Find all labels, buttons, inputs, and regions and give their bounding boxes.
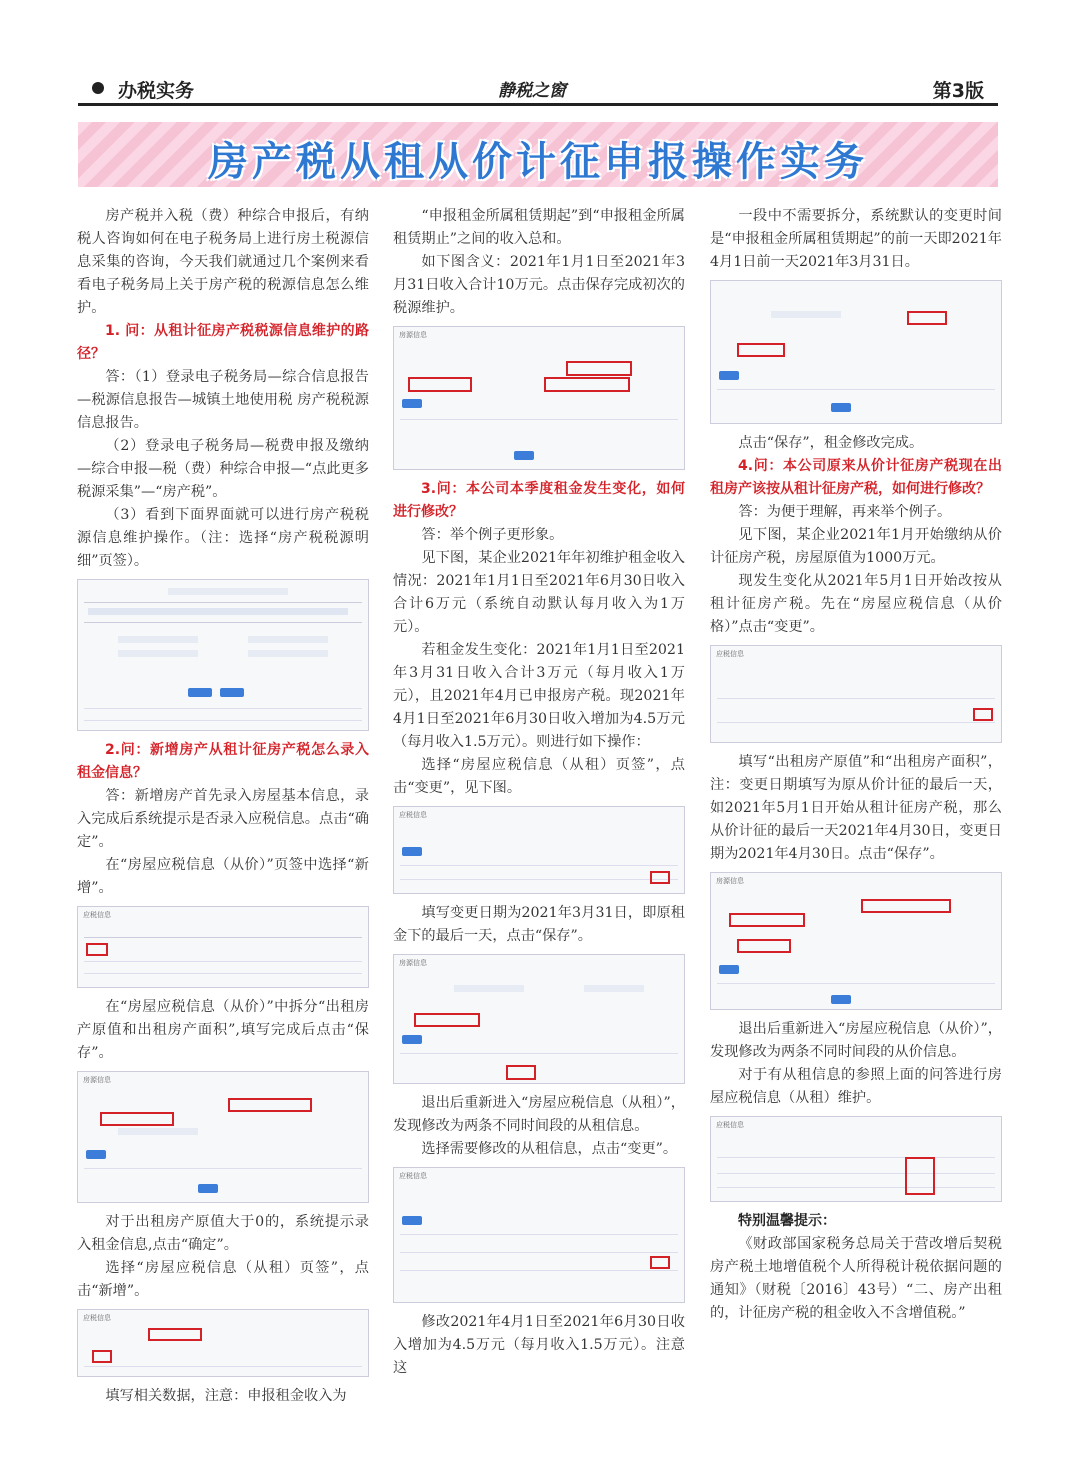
paragraph: 答：（1）登录电子税务局—综合信息报告—税源信息报告—城镇土地使用税 房产税税源信息报告。 xyxy=(77,369,369,431)
screenshot-value-change: 应税信息 xyxy=(710,645,1002,743)
paragraph: 修改2021年4月1日至2021年6月30日收入增加为4.5万元（每月收入1.5万元）。注意这 xyxy=(393,1314,685,1376)
question-heading: 2.问：新增房产从租计征房产税怎么录入租金信息？ xyxy=(77,742,369,781)
screenshot-source-form xyxy=(77,579,369,731)
page-number: 第3版 xyxy=(932,80,984,102)
paragraph: 退出后重新进入“房屋应税信息（从价）”，发现修改为两条不同时间段的从价信息。 xyxy=(710,1021,1002,1060)
paragraph: 《财政部国家税务总局关于营改增后契税房产税土地增值税个人所得税计税依据问题的通知》（财税〔2016〕43号）“二、房产出租的，计征房产税的租金收入不含增值税。” xyxy=(710,1236,1002,1321)
paragraph: 对于有从租信息的参照上面的问答进行房屋应税信息（从租）维护。 xyxy=(710,1067,1002,1106)
title-banner xyxy=(78,122,998,187)
column-2 xyxy=(393,205,685,1380)
paragraph: 见下图，某企业2021年年初维护租金收入情况：2021年1月1日至2021年6月30日收入合计6万元（系统自动默认每月收入为1万元）。 xyxy=(393,550,685,635)
paragraph: 一段中不需要拆分，系统默认的变更时间是“申报租金所属租赁期起”的前一天即2021年4月1日前一天2021年3月31日。 xyxy=(710,208,1002,270)
paragraph: 见下图，某企业2021年1月开始缴纳从价计征房产税，房屋原值为1000万元。 xyxy=(710,527,1002,566)
question-heading: 3.问：本公司本季度租金发生变化，如何进行修改？ xyxy=(393,481,685,520)
paragraph: 退出后重新进入“房屋应税信息（从租）”，发现修改为两条不同时间段的从租信息。 xyxy=(393,1095,685,1134)
paragraph: （3）看到下面界面就可以进行房产税税源信息维护操作。（注：选择“房产税税源明细”页签）。 xyxy=(77,507,369,569)
screenshot-tax-tab: 应税信息 xyxy=(77,906,369,988)
question-heading: 1. 问：从租计征房产税税源信息维护的路径？ xyxy=(77,323,369,362)
paragraph: 选择“房屋应税信息（从租）页签”，点击“新增”。 xyxy=(77,1260,369,1299)
screenshot-modify-rent xyxy=(710,280,1002,424)
paragraph: 房产税并入税（费）种综合申报后，有纳税人咨询如何在电子税务局上进行房土税源信息采集的咨询，今天我们就通过几个案例来看看电子税务局上关于房产税的税源信息怎么维护。 xyxy=(77,208,369,316)
page-header xyxy=(78,74,998,104)
paragraph: 填写“出租房产原值”和“出租房产面积”，注：变更日期填写为原从价计征的最后一天，如2021年5月1日开始从租计征房产税，那么从价计征的最后一天2021年4月30日，变更日期为2021年4月30日。点击“保存”。 xyxy=(710,754,1002,862)
paragraph: “申报租金所属租赁期起”到“申报租金所属租赁期止”之间的收入总和。 xyxy=(393,208,685,247)
header-rule xyxy=(78,103,998,106)
screenshot-change-list: 应税信息 xyxy=(393,806,685,894)
paragraph: 对于出租房产原值大于0的，系统提示录入租金信息,点击“确定”。 xyxy=(77,1214,369,1253)
paragraph: 现发生变化从2021年5月1日开始改按从租计征房产税。先在“房屋应税信息（从价格）”点击“变更”。 xyxy=(710,573,1002,635)
paragraph: 填写相关数据，注意：申报租金收入为 xyxy=(105,1388,347,1404)
tip-heading: 特别温馨提示： xyxy=(738,1213,836,1229)
paragraph: 填写变更日期为2021年3月31日，即原租金下的最后一天，点击“保存”。 xyxy=(393,905,685,944)
paragraph: 在“房屋应税信息（从价）”中拆分“出租房产原值和出租房产面积”,填写完成后点击“保存”。 xyxy=(77,999,369,1061)
paragraph: 点击“保存”，租金修改完成。 xyxy=(738,435,924,451)
screenshot-rent-income: 房源信息 xyxy=(393,326,685,470)
section-name: 办税实务 xyxy=(118,80,195,102)
question-heading: 4.问：本公司原来从价计征房产税现在出租房产该按从租计征房产税，如何进行修改？ xyxy=(710,458,1002,497)
paragraph: 答：举个例子更形象。 xyxy=(421,527,564,543)
column-3 xyxy=(710,205,1002,1325)
paragraph: 选择“房屋应税信息（从租）页签”，点击“变更”，见下图。 xyxy=(393,757,685,796)
screenshot-value-split: 房源信息 xyxy=(710,872,1002,1010)
screenshot-two-records: 应税信息 xyxy=(393,1167,685,1303)
paragraph: 选择需要修改的从租信息，点击“变更”。 xyxy=(421,1141,678,1157)
paragraph: （2）登录电子税务局—税费申报及缴纳—综合申报—税（费）种综合申报—“点此更多税源采集”—“房产税”。 xyxy=(77,438,369,500)
paragraph: 答：新增房产首先录入房屋基本信息，录入完成后系统提示是否录入应税信息。点击“确定”。 xyxy=(77,788,369,850)
screenshot-value-records: 应税信息 xyxy=(710,1116,1002,1202)
paragraph: 在“房屋应税信息（从价）”页签中选择“新增”。 xyxy=(77,857,369,896)
paragraph: 若租金发生变化：2021年1月1日至2021年3月31日收入合计3万元（每月收入1万元），且2021年4月已申报房产税。现2021年4月1日至2021年6月30日收入增加为4.5万元（每月收入1.5万元）。则进行如下操作： xyxy=(393,642,685,750)
paragraph: 如下图含义：2021年1月1日至2021年3月31日收入合计10万元。点击保存完成初次的税源维护。 xyxy=(393,254,685,316)
screenshot-rent-tab: 应税信息 xyxy=(77,1309,369,1377)
paragraph: 答：为便于理解，再来举个例子。 xyxy=(738,504,952,520)
screenshot-split-value: 房源信息 xyxy=(77,1071,369,1203)
article-title: 房产税从租从价计征申报操作实务 xyxy=(208,139,868,185)
column-1 xyxy=(77,205,369,1408)
bullet-icon xyxy=(92,82,104,94)
masthead: 静税之窗 xyxy=(498,81,566,101)
screenshot-change-date: 房源信息 xyxy=(393,954,685,1084)
